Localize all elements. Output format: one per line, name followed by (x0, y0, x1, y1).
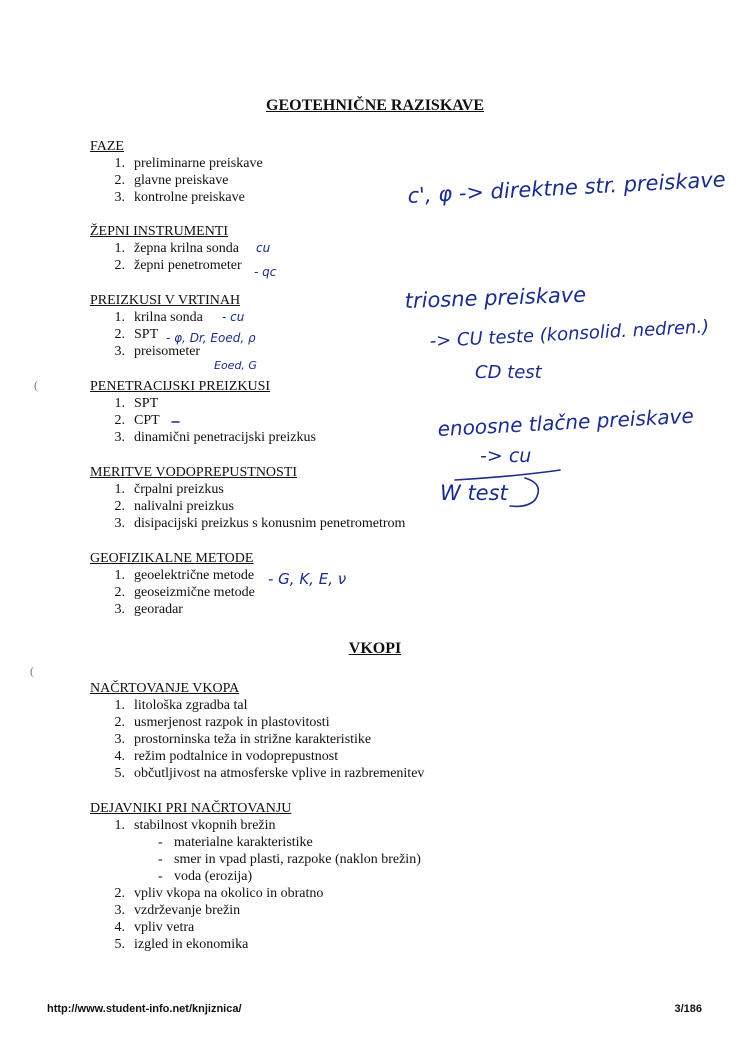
list-item (90, 172, 470, 189)
item-number: 3. (114, 903, 125, 918)
section-penetracijski-preizkusi (90, 378, 470, 446)
list-item (90, 429, 470, 446)
item-number: 3. (114, 602, 125, 617)
item-text: stabilnost vkopnih brežin (134, 818, 276, 833)
list-item (90, 817, 470, 834)
section-heading: GEOFIZIKALNE METODE (90, 551, 254, 566)
section-heading: NAČRTOVANJE VKOPA (90, 681, 240, 696)
item-number: 4. (114, 920, 125, 935)
item-number: 5. (114, 766, 125, 781)
item-text: kontrolne preiskave (134, 190, 245, 205)
handwritten-note: triosne preiskave (404, 282, 587, 313)
handwritten-note: CD test (475, 362, 542, 383)
page-title: GEOTEHNIČNE RAZISKAVE (266, 97, 484, 114)
list-item (90, 584, 470, 601)
scan-mark: ( (30, 664, 34, 678)
handwritten-note: c', φ -> direktne str. preiskave (407, 167, 727, 208)
item-number: 2. (114, 413, 125, 428)
section-preizkusi-v-vrtinah (90, 292, 470, 360)
list-item (90, 515, 470, 532)
handwritten-note: cu (256, 241, 271, 255)
list-item (90, 189, 470, 206)
item-number: 2. (114, 585, 125, 600)
item-number: 3. (114, 344, 125, 359)
item-text: geoelektrične metode (134, 568, 255, 583)
item-number: 1. (114, 568, 125, 583)
section-nacrtovanje-vkopa (90, 680, 470, 782)
item-text: prostorninska teža in strižne karakteristike (134, 732, 372, 747)
list-item (90, 601, 470, 618)
item-text: materialne karakteristike (174, 835, 313, 850)
section-heading: ŽEPNI INSTRUMENTI (90, 224, 229, 239)
section-list (90, 817, 470, 953)
section-heading: MERITVE VODOPREPUSTNOSTI (90, 465, 298, 480)
item-text: voda (erozija) (174, 869, 253, 884)
item-number: 1. (114, 818, 125, 833)
item-number: 1. (114, 241, 125, 256)
handwritten-note: enoosne tlačne preiskave (437, 403, 695, 441)
page-number: 3/186 (674, 1003, 702, 1015)
list-item (90, 240, 470, 257)
item-text: smer in vpad plasti, razpoke (naklon brežin) (174, 852, 421, 867)
item-text: dinamični penetracijski preizkus (134, 430, 316, 445)
section-meritve-vodoprepustnosti (90, 464, 470, 532)
section-zepni-instrumenti (90, 223, 470, 274)
item-text: disipacijski preizkus s konusnim penetrometrom (134, 516, 406, 531)
section-heading: DEJAVNIKI PRI NAČRTOVANJU (90, 801, 292, 816)
list-item (90, 412, 470, 429)
item-number: 5. (114, 937, 125, 952)
section-list (90, 567, 470, 618)
handwritten-note: -> CU teste (konsolid. nedren.) (429, 316, 710, 352)
section-dejavniki-pri-nacrtovanju (90, 800, 470, 953)
list-item (90, 498, 470, 515)
item-text: SPT (134, 396, 159, 411)
item-text: litološka zgradba tal (134, 698, 248, 713)
section-faze (90, 138, 470, 206)
item-number: 4. (114, 749, 125, 764)
item-text: občutljivost na atmosferske vplive in razbremenitev (134, 766, 425, 781)
section-heading: FAZE (90, 139, 124, 154)
list-item (90, 919, 470, 936)
item-text: preisometer (134, 344, 201, 359)
item-text: SPT (134, 327, 159, 342)
handwritten-note: - qc (254, 265, 277, 279)
section-heading: PREIZKUSI V VRTINAH (90, 293, 241, 308)
item-number: 1. (114, 310, 125, 325)
section-list (90, 395, 470, 446)
item-text: nalivalni preizkus (134, 499, 234, 514)
item-text: vzdrževanje brežin (134, 903, 241, 918)
ink-stroke (510, 478, 538, 506)
sub-list-item (90, 868, 470, 885)
list-item (90, 326, 470, 343)
item-text: žepna krilna sonda (134, 241, 239, 256)
item-text: vpliv vkopa na okolico in obratno (134, 886, 324, 901)
item-text: usmerjenost razpok in plastovitosti (134, 715, 330, 730)
handwritten-note: Eoed, G (214, 359, 257, 372)
item-number: 3. (114, 516, 125, 531)
item-number: 2. (114, 886, 125, 901)
item-number: 2. (114, 499, 125, 514)
item-dash: - (158, 835, 163, 850)
section-list (90, 155, 470, 206)
section-list (90, 697, 470, 782)
list-item (90, 567, 470, 584)
item-number: 2. (114, 327, 125, 342)
item-number: 1. (114, 156, 125, 171)
item-text: režim podtalnice in vodoprepustnost (134, 749, 339, 764)
list-item (90, 748, 470, 765)
list-item (90, 885, 470, 902)
item-number: 2. (114, 258, 125, 273)
item-text: CPT (134, 413, 160, 428)
handwritten-note: -> cu (480, 445, 532, 467)
item-text: vpliv vetra (134, 920, 195, 935)
sub-list-item (90, 851, 470, 868)
handwritten-note: - G, K, E, ν (268, 570, 347, 588)
section-heading: PENETRACIJSKI PREIZKUSI (90, 379, 271, 394)
list-item (90, 481, 470, 498)
item-number: 1. (114, 396, 125, 411)
handwritten-note: - cu (222, 310, 245, 324)
ink-stroke (455, 470, 560, 480)
item-number: 3. (114, 732, 125, 747)
item-text: žepni penetrometer (134, 258, 242, 273)
list-item (90, 731, 470, 748)
section-list (90, 481, 470, 532)
list-item (90, 714, 470, 731)
list-item (90, 257, 470, 274)
list-item (90, 155, 470, 172)
list-item (90, 765, 470, 782)
item-text: glavne preiskave (134, 173, 229, 188)
list-item (90, 902, 470, 919)
item-number: 2. (114, 715, 125, 730)
list-item (90, 343, 470, 360)
item-number: 3. (114, 430, 125, 445)
list-item (90, 395, 470, 412)
item-number: 2. (114, 173, 125, 188)
list-item (90, 697, 470, 714)
item-text: preliminarne preiskave (134, 156, 263, 171)
item-text: krilna sonda (134, 310, 203, 325)
handwritten-note: W test (440, 481, 508, 505)
list-item (90, 309, 470, 326)
scan-mark: ( (34, 378, 38, 392)
item-text: izgled in ekonomika (134, 937, 249, 952)
footer-url: http://www.student-info.net/knjiznica/ (47, 1003, 242, 1015)
item-text: geoseizmične metode (134, 585, 255, 600)
sub-list-item (90, 834, 470, 851)
item-dash: - (158, 852, 163, 867)
item-number: 1. (114, 698, 125, 713)
item-text: črpalni preizkus (134, 482, 224, 497)
item-text: georadar (134, 602, 183, 617)
section-list (90, 240, 470, 274)
item-number: 3. (114, 190, 125, 205)
item-number: 1. (114, 482, 125, 497)
handwritten-note: - φ, Dr, Eoed, ρ (166, 331, 256, 345)
section-list (90, 309, 470, 360)
item-dash: - (158, 869, 163, 884)
section-title-vkopi: VKOPI (348, 640, 402, 657)
list-item (90, 936, 470, 953)
section-geofizikalne-metode (90, 550, 470, 618)
